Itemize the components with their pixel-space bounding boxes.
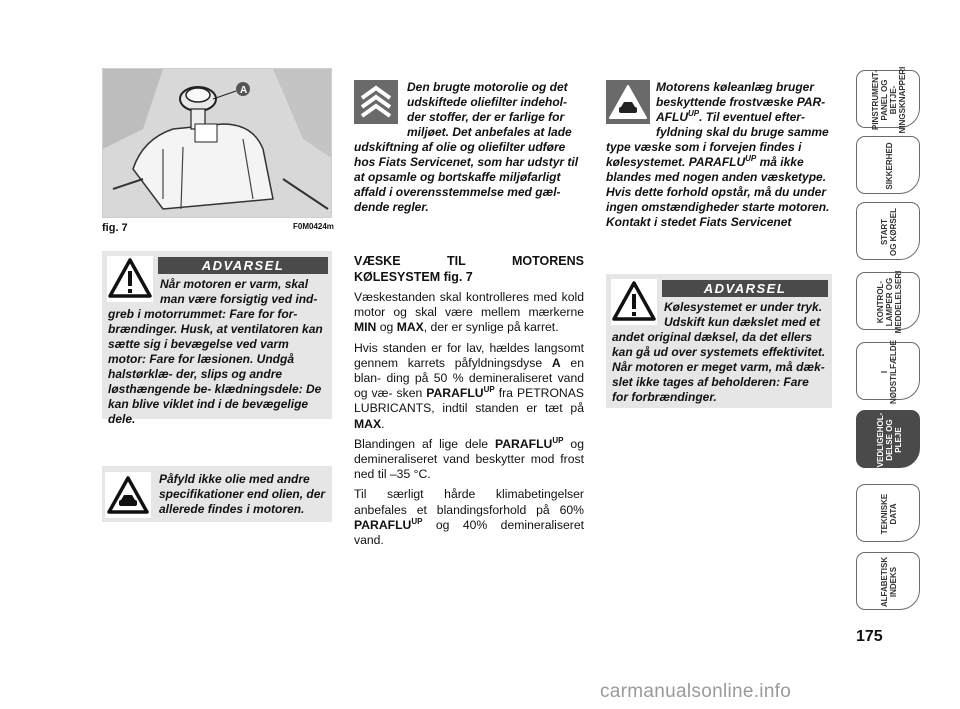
tab-safety[interactable]: SIKKERHED <box>856 136 920 194</box>
tab-index[interactable]: ALFABETISK INDEKS <box>856 552 920 610</box>
warning-triangle-icon <box>107 256 153 302</box>
tab-instrument-panel[interactable]: PINSTRUMENT- PANEL OG BETJE- NINGSKNAPPERI <box>856 70 920 128</box>
figure-code: F0M0424m <box>293 222 334 231</box>
engine-coolant-figure <box>102 68 332 218</box>
page-number: 175 <box>856 628 883 645</box>
tab-warning-lights[interactable]: KONTROL- LAMPER OG MEDDELELSERI <box>856 272 920 330</box>
paragraph-4: Til særligt hårde klimabetingelser anbefales et blandingsforhold på 60% $PARAFLU^{UP}$ og 40% demineraliseret vand. <box>354 487 584 548</box>
paragraph-3: Blandingen af lige dele $PARAFLU^{UP}$ og demineraliseret vand beskytter mod frost ned til –35 °C. <box>354 435 584 482</box>
figure-caption: fig. 7 <box>102 222 128 234</box>
warning-header-right: ADVARSEL <box>662 280 828 297</box>
car-warning-icon <box>105 472 151 518</box>
tab-maintenance[interactable]: VEDLIGEHOL- DELSE OG PLEJE <box>856 410 920 468</box>
coolant-section <box>354 254 584 553</box>
recycle-chevron-icon <box>354 80 398 124</box>
warning-text-right: Kølesystemet er under tryk. Udskift kun dækslet med et andet original dæksel, da det ellers kan gå ud over systemets effektivitet. Når motoren er meget varm, må dæk- slet ikke tages af beholderen: Fare for forbrændinger. <box>612 300 826 404</box>
environment-note-text: Den brugte motorolie og det udskiftede oliefilter indehol- der stoffer, der er farlige for miljøet. Det anbefales at lade udskiftning af olie og oliefilter udføre hos Fiats Servicenet, som har udstyr til at opsamle og bortskaffe miljøfarligt affald i overensstemmelse med gæl- dende regler. <box>354 80 579 214</box>
note-text-right: Motorens køleanlæg bruger beskyttende frostvæske PAR- $AFLU^{UP}$. Til eventuel efter- fyldning skal du bruge samme type væske som i forvejen findes i kølesystemet. $PARAFLU^{UP}$ må ikke blandes med nogen anden væsketype. Hvis dette forhold opstår, må du under ingen omstændigheder starte motoren. Kontakt i stedet Fiats Servicenet <box>606 80 830 229</box>
tab-starting-driving[interactable]: START OG KØRSEL <box>856 202 920 260</box>
warning-box-right <box>606 274 832 408</box>
paragraph-2: Hvis standen er for lav, hældes langsomt gennem karrets påfyldningsdyse A en blan- ding på 50 % demineraliseret vand og væ- sken $PARAFLU^{UP}$ fra PETRONAS LUBRICANTS, indtil standen er tæt på MAX. <box>354 340 584 431</box>
warning-header-left: ADVARSEL <box>158 257 328 274</box>
watermark: carmanualsonline.info <box>600 681 792 702</box>
figure-marker-a: A <box>240 85 248 96</box>
note-box-left <box>102 466 332 522</box>
note-box-right <box>606 78 832 228</box>
section-heading: VÆSKE TIL MOTORENS KØLESYSTEM fig. 7 <box>354 254 584 284</box>
warning-triangle-icon <box>611 279 657 325</box>
car-warning-icon <box>606 80 650 124</box>
note-text-left: Påfyld ikke olie med andre specifikationer end olien, der allerede findes i motoren. <box>159 472 326 516</box>
warning-text-left: Når motoren er varm, skal man være forsigtig ved ind- greb i motorrummet: Fare for for- brændinger. Husk, at ventilatoren kan sætte sig i bevægelse ved varm motor: Fare for læsionen. Undgå halstørklæ- der, slips og andre løsthængende be- klædningsdele: De kan blive viklet ind i de bevægelige dele. <box>108 277 323 426</box>
warning-box-left <box>102 251 332 426</box>
environment-note <box>354 78 584 213</box>
paragraph-1: Væskestanden skal kontrolleres med kold motor og skal være mellem mærkerne MIN og MAX, der er synlige på karret. <box>354 290 584 335</box>
tab-technical-data[interactable]: TEKNISKE DATA <box>856 484 920 542</box>
tab-emergency[interactable]: I NØDSTILFÆLDE <box>856 342 920 400</box>
